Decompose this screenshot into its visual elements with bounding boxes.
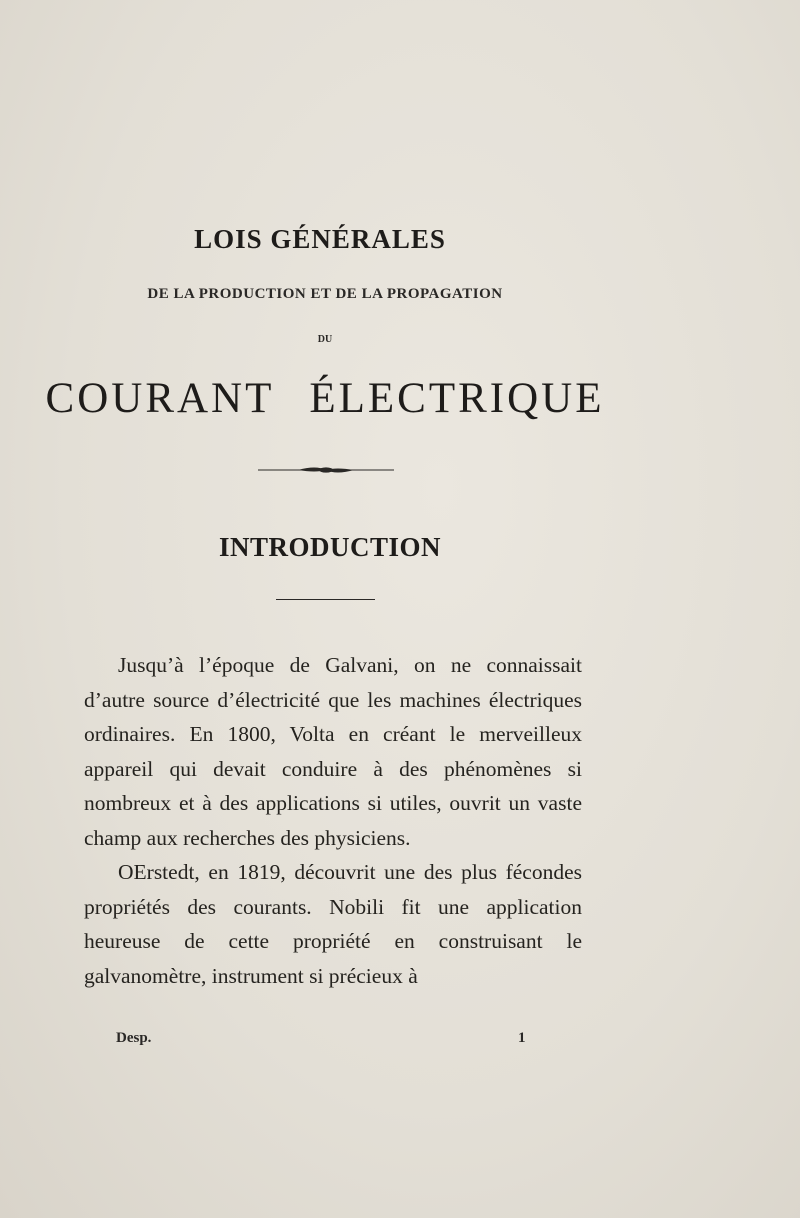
ornament-divider bbox=[258, 464, 394, 476]
signature-mark: Desp. bbox=[116, 1030, 152, 1046]
paragraph: Jusqu’à l’époque de Galvani, on ne connaissait d’autre source d’électricité que les machines électriques ordinaires. En 1800, Volta en créant le merveilleux appareil qui devait conduire à des phénomènes si nombreux et à des applications si utiles, ouvrit un vaste champ aux recherches des physiciens. bbox=[84, 653, 582, 850]
title-main: LOIS GÉNÉRALES bbox=[194, 224, 446, 254]
body-text bbox=[84, 648, 582, 993]
heading-rule bbox=[276, 599, 375, 600]
title-connector: DU bbox=[317, 334, 333, 345]
title-large: COURANT ÉLECTRIQUE bbox=[45, 375, 605, 422]
title-subtitle: DE LA PRODUCTION ET DE LA PROPAGATION bbox=[147, 286, 503, 302]
page-number: 1 bbox=[518, 1030, 526, 1046]
paragraph: OErstedt, en 1819, découvrit une des plus fécondes propriétés des courants. Nobili fit une application heureuse de cette propriété en construisant le galvanomètre, instrument si précieux à bbox=[84, 860, 582, 988]
section-heading: INTRODUCTION bbox=[218, 532, 442, 562]
